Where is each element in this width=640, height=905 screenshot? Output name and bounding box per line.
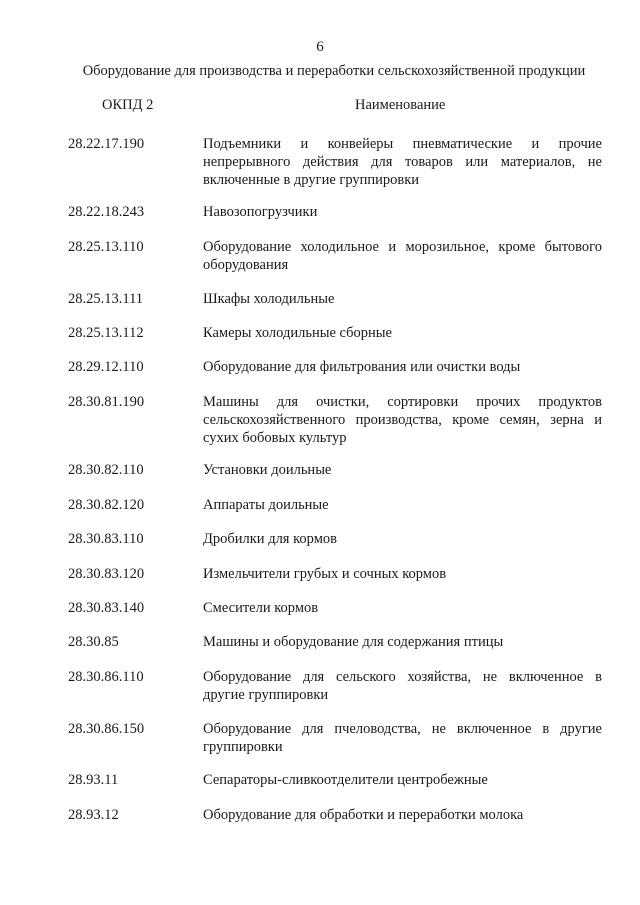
item-name <box>203 393 602 447</box>
okpd-code: 28.30.85 <box>68 634 119 650</box>
item-name-line: группировки <box>203 739 283 755</box>
okpd-code: 28.29.12.110 <box>68 359 144 375</box>
item-name <box>203 565 602 583</box>
item-name-line: Подъемники и конвейеры пневматические и прочие <box>203 136 602 152</box>
item-name <box>203 599 602 617</box>
item-name-line: Аппараты доильные <box>203 497 329 513</box>
item-name-line: Навозопогрузчики <box>203 204 318 220</box>
item-name-line: Машины и оборудование для содержания птицы <box>203 634 504 650</box>
item-name <box>203 771 602 789</box>
okpd-code: 28.30.86.110 <box>68 669 144 685</box>
item-name <box>203 358 602 376</box>
item-name-line: сухих бобовых культур <box>203 430 347 446</box>
item-name-line: Сепараторы-сливкоотделители центробежные <box>203 772 488 788</box>
item-name <box>203 668 602 704</box>
item-name-line: Измельчители грубых и сочных кормов <box>203 566 447 582</box>
okpd-code: 28.30.83.140 <box>68 600 145 616</box>
item-name <box>203 203 602 221</box>
item-name <box>203 324 602 342</box>
item-name-line: Камеры холодильные сборные <box>203 325 392 341</box>
item-name-line: Машины для очистки, сортировки прочих продуктов <box>203 394 602 410</box>
item-name-line: Оборудование для обработки и переработки молока <box>203 807 524 823</box>
item-name-line: Шкафы холодильные <box>203 291 335 307</box>
column-header-name: Наименование <box>355 97 446 113</box>
page-number: 6 <box>316 39 324 55</box>
item-name-line: другие группировки <box>203 687 329 703</box>
item-name-line: Смесители кормов <box>203 600 319 616</box>
item-name-line: включенные в другие группировки <box>203 172 420 188</box>
item-name <box>203 290 602 308</box>
item-name <box>203 496 602 514</box>
okpd-code: 28.30.83.120 <box>68 566 145 582</box>
item-name <box>203 720 602 756</box>
okpd-code: 28.22.17.190 <box>68 136 145 152</box>
okpd-code: 28.25.13.112 <box>68 325 144 341</box>
item-name-line: оборудования <box>203 257 289 273</box>
okpd-code: 28.25.13.110 <box>68 239 144 255</box>
okpd-code: 28.25.13.111 <box>68 291 144 307</box>
item-name <box>203 238 602 274</box>
item-name <box>203 633 602 651</box>
item-name-line: непрерывного действия для товаров или материалов, не <box>203 154 602 170</box>
okpd-code: 28.30.82.120 <box>68 497 145 513</box>
okpd-code: 28.93.12 <box>68 807 119 823</box>
okpd-code: 28.30.83.110 <box>68 531 144 547</box>
item-name-line: Оборудование холодильное и морозильное, кроме бытового <box>203 239 602 255</box>
item-name <box>203 806 602 824</box>
item-name-line: Установки доильные <box>203 462 332 478</box>
okpd-code: 28.30.82.110 <box>68 462 144 478</box>
item-name <box>203 135 602 189</box>
okpd-code: 28.93.11 <box>68 772 119 788</box>
item-name-line: Оборудование для фильтрования или очистки воды <box>203 359 521 375</box>
item-name <box>203 461 602 479</box>
item-name-line: Оборудование для сельского хозяйства, не включенное в <box>203 669 602 685</box>
document-title: Оборудование для производства и переработки сельскохозяйственной продукции <box>82 63 586 79</box>
item-name-line: сельскохозяйственного производства, кроме семян, зерна и <box>203 412 602 428</box>
column-header-code: ОКПД 2 <box>102 97 154 113</box>
item-name <box>203 530 602 548</box>
item-name-line: Дробилки для кормов <box>203 531 337 547</box>
okpd-code: 28.30.86.150 <box>68 721 145 737</box>
okpd-code: 28.22.18.243 <box>68 204 145 220</box>
okpd-code: 28.30.81.190 <box>68 394 145 410</box>
item-name-line: Оборудование для пчеловодства, не включенное в другие <box>203 721 602 737</box>
